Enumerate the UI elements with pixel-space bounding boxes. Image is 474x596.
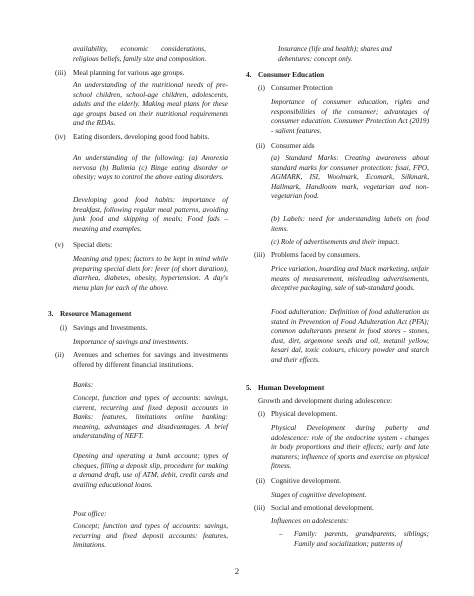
item-title: Consumer Protection (271, 83, 333, 92)
item-number: (v) (55, 240, 64, 249)
item-description: Food adulteration: Definition of food adulteration as stated in Prevention of Food Adulteration Act (PFA); common adulterants present in food stores - stones, dust, dirt, argemone seeds and oil, metanil yellow, kesari dal, toxic colours, chicory powder and starch and their effects. (271, 307, 429, 364)
consumer-aid-item: (a) Standard Marks: Creating awareness about standard marks for consumer protection: fssai, FPO, AGMARK, ISI, Woolmark, Ecomark, Silkmark, Hallmark, Handloom mark, vegetarian and non-vegetarian food. (271, 153, 429, 200)
consumer-aid-item: (b) Labels: need for understanding labels on food items. (271, 214, 429, 233)
item-title: Special diets: (73, 240, 113, 249)
section-title: Consumer Education (258, 70, 325, 79)
item-description: Importance of consumer education, rights and responsibilities of the consumer; advantages of consumer education. Consumer Protection Act (2019) - salient features. (271, 97, 429, 135)
item-number: (iii) (254, 250, 265, 259)
item-description: Importance of savings and investments. (73, 337, 189, 346)
intro-line: debentures: concept only. (278, 54, 353, 63)
item-number: (iv) (55, 132, 66, 141)
item-title: Avenues and schemes for savings and investments offered by different financial institutions. (73, 350, 228, 369)
item-number: (iii) (55, 68, 66, 77)
section-intro: Growth and development during adolescence: (258, 396, 393, 405)
section-number: 4. (246, 70, 252, 79)
item-description: Stages of cognitive development. (271, 490, 367, 499)
subheading-influences: Influences on adolescents: (271, 516, 349, 525)
section-number: 5. (246, 383, 252, 392)
intro-line: religious beliefs, family size and composition. (73, 54, 207, 63)
item-description: Developing good food habits: importance of breakfast, following regular meal patterns, avoiding junk food and skipping of meals; Food fads – meaning and examples. (73, 195, 228, 233)
item-title: Meal planning for various age groups. (73, 68, 185, 77)
page-number: 2 (234, 566, 240, 576)
intro-line: Insurance (life and health); shares and (278, 44, 392, 53)
item-description: Concept; function and types of accounts: savings, recurring and fixed deposit accounts: features, limitations. (73, 521, 228, 549)
item-title: Social and emotional development. (271, 503, 374, 512)
item-number: (iii) (254, 503, 265, 512)
item-number: (i) (258, 83, 265, 92)
subheading-post-office: Post office: (73, 509, 107, 518)
item-number: (i) (60, 323, 67, 332)
item-title: Savings and Investments. (73, 323, 148, 332)
intro-line: availability, economic considerations, (73, 44, 206, 53)
subheading-banks: Banks: (73, 380, 94, 389)
list-item: Family: parents, grandparents, siblings; Family and socialization; patterns of (294, 529, 429, 548)
item-title: Cognitive development. (271, 476, 342, 485)
item-description: Physical Development during puberty and adolescence: role of the endocrine system - changes in body proportions and their effects; early and late maturers; influence of sports and exercise on physical fitness. (271, 423, 429, 470)
bullet-dash: – (279, 529, 283, 538)
item-title: Eating disorders, developing good food habits. (73, 132, 210, 141)
item-number: (ii) (256, 141, 265, 150)
item-description: An understanding of the nutritional needs of pre-school children, school-age children, adolescents, adults and the elderly. Making meal plans for these age groups based on their nutritional requirements and the RDAs. (73, 80, 228, 127)
item-title: Physical development. (271, 409, 338, 418)
item-number: (ii) (256, 476, 265, 485)
item-description: Concept, function and types of accounts: savings, current, recurring and fixed deposit accounts in Banks: features, limitations online banking: meaning, advantages and disadvantages. A brief understanding of NEFT. (73, 393, 228, 440)
item-number: (ii) (55, 350, 64, 359)
item-description: An understanding of the following: (a) Anorexia nervosa (b) Bulimia (c) Binge eating disorder or obesity; ways to control the above eating disorders. (73, 153, 228, 181)
item-description: Meaning and types; factors to be kept in mind while preparing special diets for: fever (of short duration), diarrhea, diabetes, obesity, hypertension. A day's menu plan for each of the above. (73, 254, 228, 292)
item-title: Consumer aids (271, 141, 315, 150)
item-title: Problems faced by consumers. (271, 250, 361, 259)
consumer-aid-item: (c) Role of advertisements and their impact. (271, 237, 400, 246)
section-number: 3. (48, 309, 54, 318)
section-title: Human Development (258, 383, 325, 392)
item-number: (i) (258, 409, 265, 418)
item-description: Opening and operating a bank account; types of cheques, filling a deposit slip, procedure for making a demand draft, use of ATM, debit, credit cards and availing educational loans. (73, 451, 228, 489)
item-description: Price variation, hoarding and black marketing, unfair means of measurement, misleading advertisements, deceptive packaging, sale of sub-standard goods. (271, 264, 429, 292)
section-title: Resource Management (60, 309, 132, 318)
